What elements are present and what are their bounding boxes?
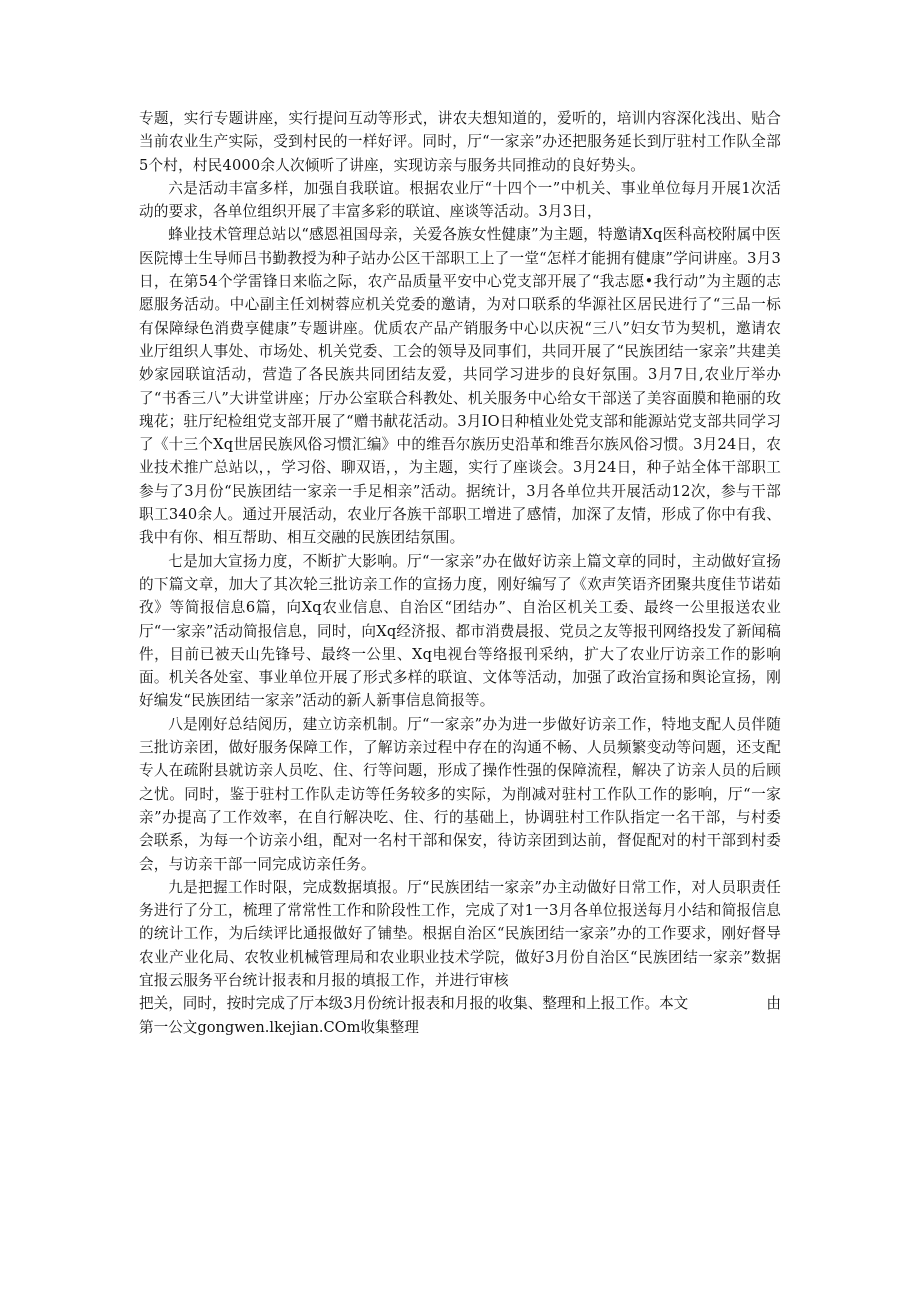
paragraph-4: 七是加大宣扬力度，不断扩大影响。厅“一家亲”办在做好访亲上篇文章的同时，主动做好宣扬的下篇文章，加大了其次轮三批访亲工作的宣扬力度，刚好编写了《欢声笑语齐团聚共度佳节诺茹孜》等简报信息6篇，向Xq农业信息、自治区“团结办”、自治区机关工委、最终一公里报送农业厅“一家亲”活动简报信息，同时，向Xq经济报、都市消费晨报、党员之友等报刊网络投发了新闻稿件，目前已被天山先锋号、最终一公里、Xq电视台等络报刊采纳，扩大了农业厅访亲工作的影响面。机关各处室、事业单位开展了形式多样的联谊、文体等活动，加强了政治宣扬和舆论宣扬，刚好编发“民族团结一家亲”活动的新人新事信息简报等。 [139, 552, 782, 710]
paragraph-6: 九是把握工作时限，完成数据填报。厅“民族团结一家亲”办主动做好日常工作，对人员职责任务进行了分工，梳理了常常性工作和阶段性工作，完成了对1一3月各单位报送每月小结和简报信息的统计工作，为后续评比通报做好了铺垫。根据自治区“民族团结一家亲”办的工作要求，刚好督导农业产业化局、农牧业机械管理局和农业职业技术学院，做好3月份自治区“民族团结一家亲”数据宜报云服务平台统计报表和月报的填报工作，并进行审核 [139, 878, 781, 989]
document-body [139, 107, 781, 1039]
paragraph-5: 八是刚好总结阅历，建立访亲机制。厅“一家亲”办为进一步做好访亲工作，特地支配人员伴随三批访亲团，做好服务保障工作，了解访亲过程中存在的沟通不畅、人员频繁变动等问题，还支配专人在疏附县就访亲人员吃、住、行等问题，形成了操作性强的保障流程，解决了访亲人员的后顾之忧。同时，鉴于驻村工作队走访等任务较多的实际，为削减对驻村工作队工作的影响，厅“一家亲”办提高了工作效率，在自行解决吃、住、行的基础上，协调驻村工作队指定一名干部，与村委会联系，为每一个访亲小组，配对一名村干部和保安，待访亲团到达前，督促配对的村干部到村委会，与访亲干部一同完成访亲任务。 [139, 715, 781, 873]
footer-source-note: 第一公文gongwen.lkejian.COm收集整理 [139, 1018, 419, 1036]
paragraph-2: 六是活动丰富多样，加强自我联谊。根据农业厅“十四个一”中机关、事业单位每月开展1次活动的要求，各单位组织开展了丰富多彩的联谊、座谈等活动。3月3日， [139, 179, 781, 221]
footer-line-1-end: 由 [766, 995, 781, 1013]
footer-line-1-text: 把关，同时，按时完成了厅本级3月份统计报表和月报的收集、整理和上报工作。本文 [139, 995, 689, 1013]
footer-line-1 [139, 992, 781, 1015]
paragraph-1: 专题，实行专题讲座，实行提问互动等形式，讲农夫想知道的，爱听的，培训内容深化浅出、贴合当前农业生产实际，受到村民的一样好评。同时，厅“一家亲”办还把服务延长到厅驻村工作队全部5个村，村民4000余人次倾听了讲座，实现访亲与服务共同推动的良好势头。 [139, 110, 781, 174]
paragraph-3: 蜂业技术管理总站以“感恩祖国母亲，关爱各族女性健康”为主题，特邀请Xq医科高校附属中医医院博士生导师吕书勤教授为种子站办公区干部职工上了一堂“怎样才能拥有健康”学问讲座。3月3日，在第54个学雷锋日来临之际，农产品质量平安中心党支部开展了“我志愿•我行动”为主题的志愿服务活动。中心副主任刘树蓉应机关党委的邀请，为对口联系的华源社区居民进行了“三品一标有保障绿色消费享健康”专题讲座。优质农产品产销服务中心以庆祝“三八”妇女节为契机，邀请农业厅组织人事处、市场处、机关党委、工会的领导及同事们，共同开展了“民族团结一家亲”共建美妙家园联谊活动，营造了各民族共同团结友爱，共同学习进步的良好氛围。3月7日,农业厅举办了“书香三八”大讲堂讲座；厅办公室联合科教处、机关服务中心给女干部送了美容面膜和艳丽的玫瑰花；驻厅纪检组党支部开展了“赠书献花活动。3月IO日种植业处党支部和能源站党支部共同学习了《十三个Xq世居民族风俗习惯汇编》中的维吾尔族历史沿革和维吾尔族风俗习惯。3月24日，农业技术推广总站以，，学习俗、聊双语，，为主题，实行了座谈会。3月24日，种子站全体干部职工参与了3月份“民族团结一家亲一手足相亲”活动。据统计，3月各单位共开展活动12次，参与干部职工340余人。通过开展活动，农业厅各族干部职工增进了感情，加深了友情，形成了你中有我、我中有你、相互帮助、相互交融的民族团结氛围。 [139, 226, 781, 547]
